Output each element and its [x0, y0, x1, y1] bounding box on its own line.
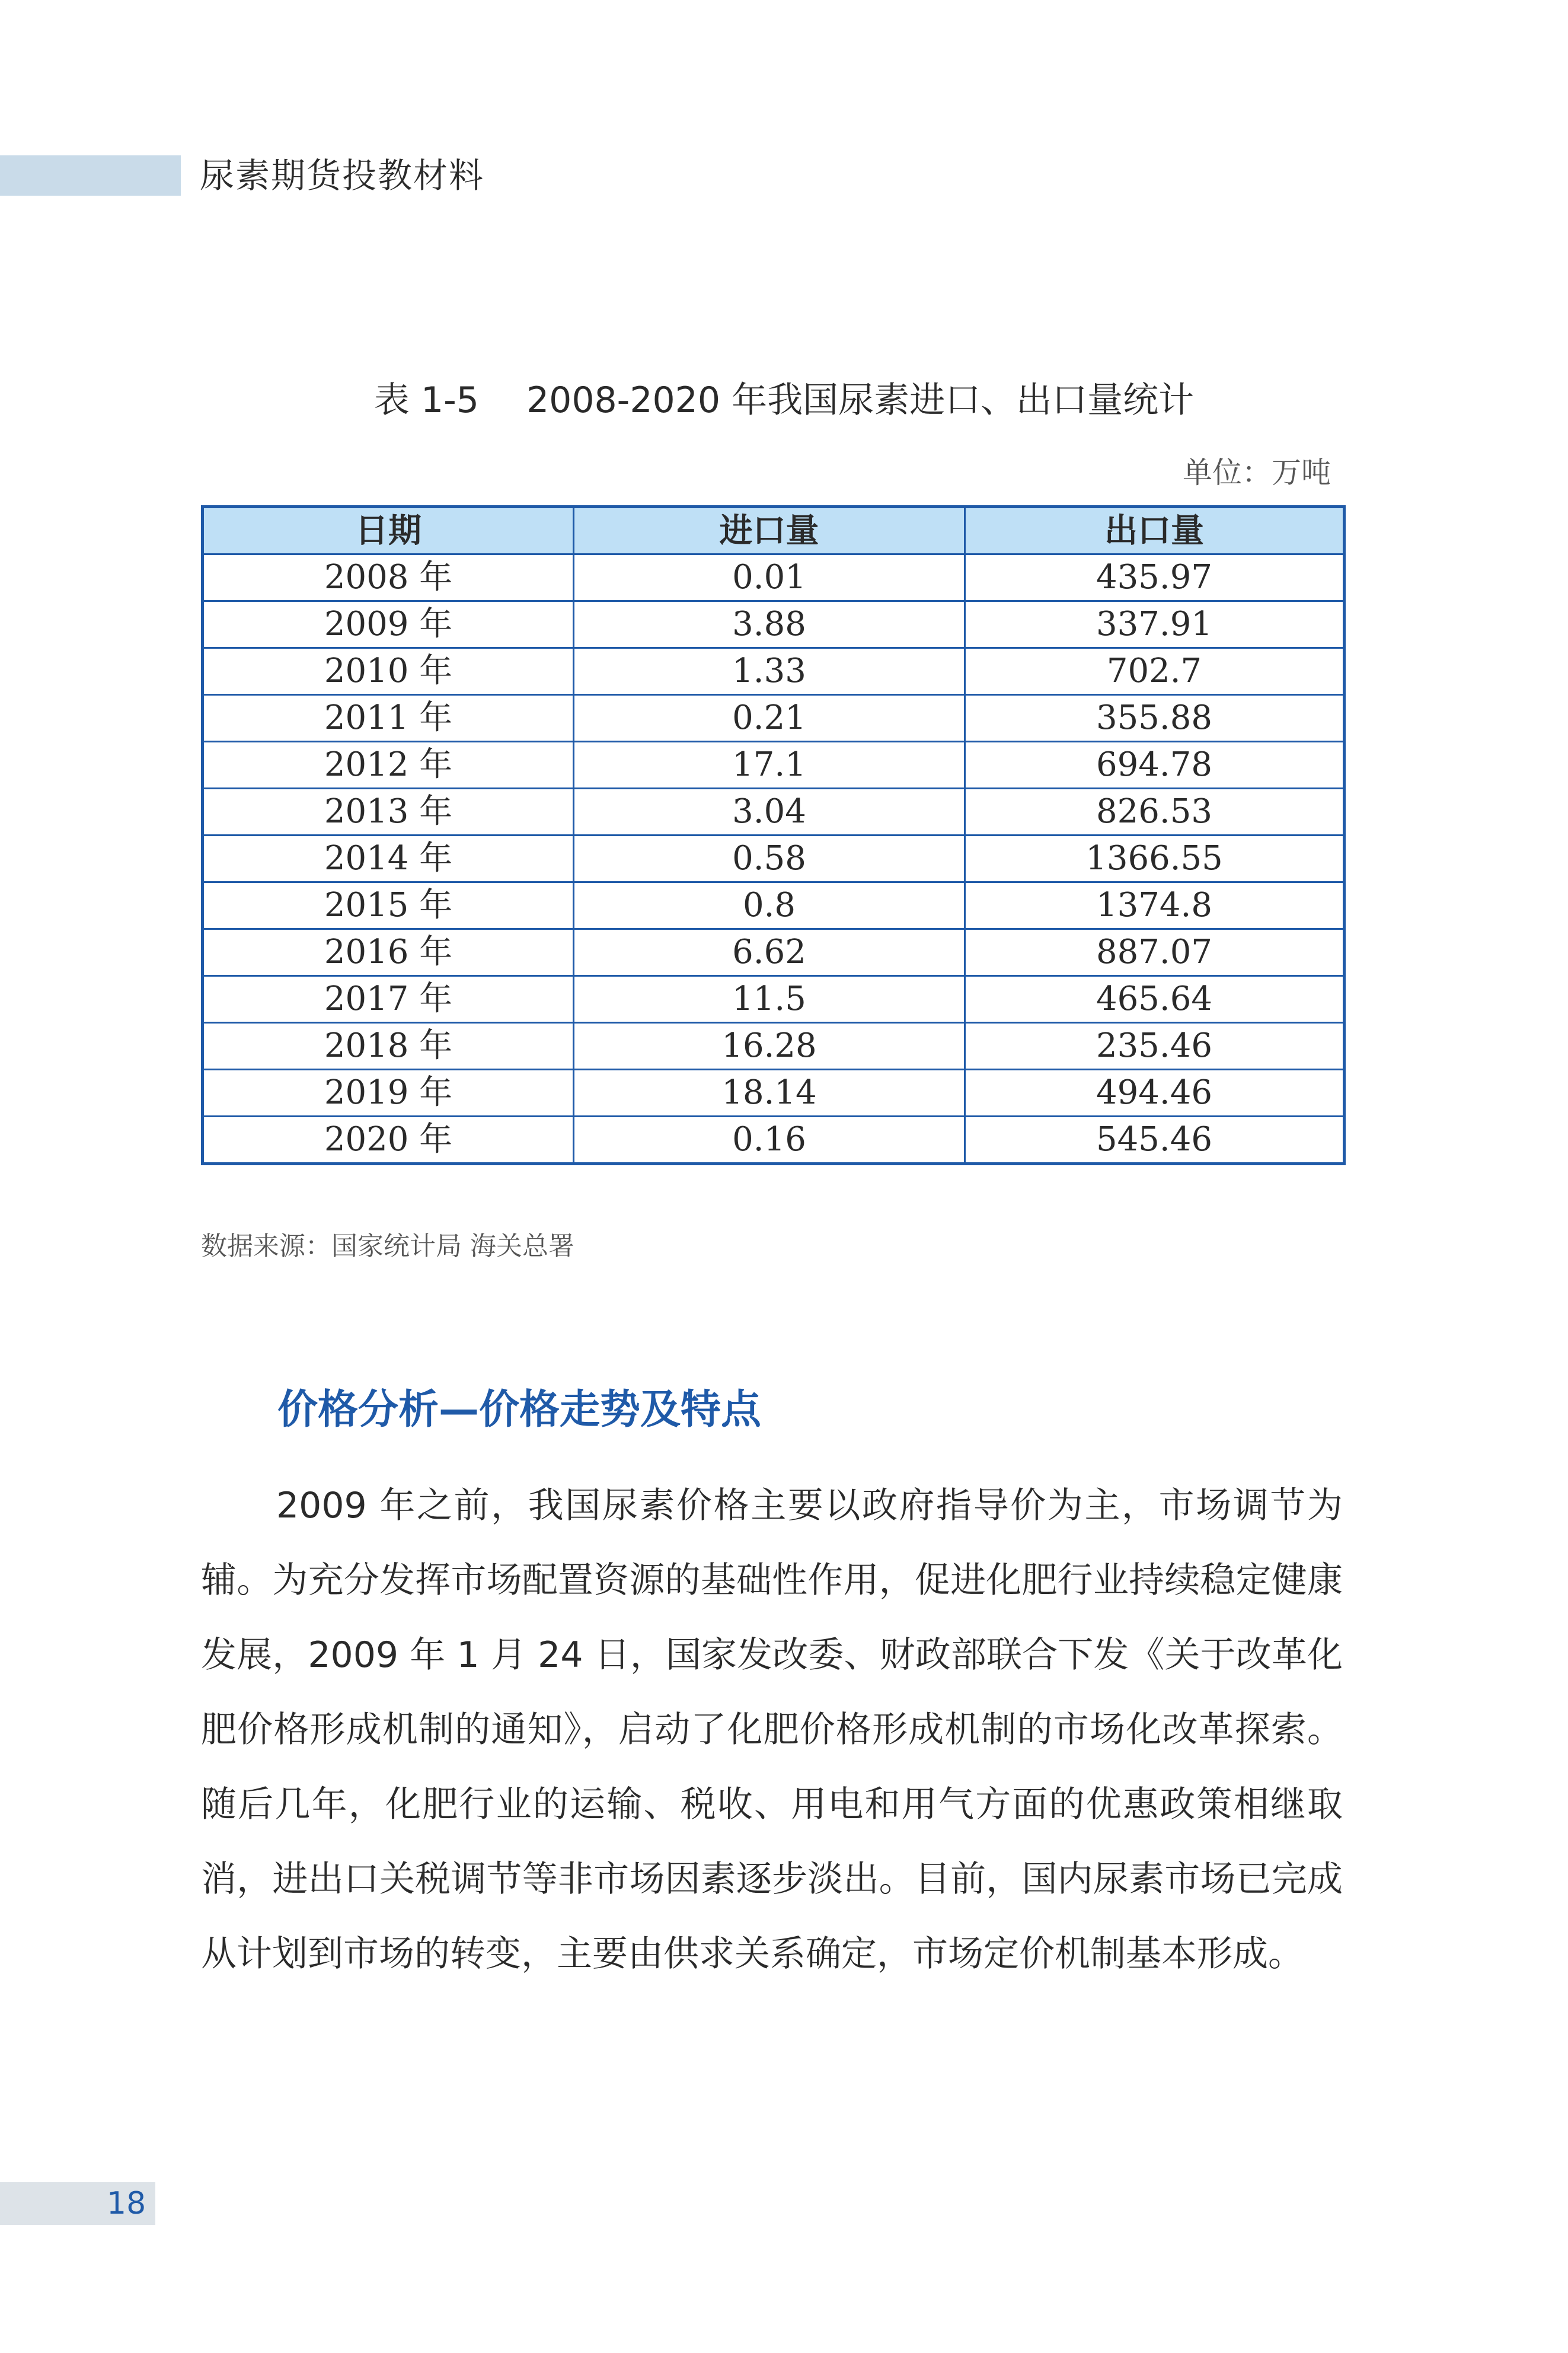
- cell-export: 887.07: [965, 929, 1345, 976]
- table-row: [203, 554, 1345, 601]
- cell-import: 16.28: [574, 1023, 965, 1070]
- cell-import: 0.58: [574, 836, 965, 882]
- cell-date: 2018 年: [203, 1023, 574, 1070]
- column-header-export: 出口量: [965, 507, 1345, 554]
- page-number: 18: [107, 2186, 146, 2221]
- table-row: [203, 836, 1345, 882]
- cell-import: 0.21: [574, 695, 965, 742]
- header-accent-bar: [0, 155, 181, 196]
- cell-date: 2013 年: [203, 789, 574, 836]
- cell-export: 702.7: [965, 648, 1345, 695]
- table-row: [203, 929, 1345, 976]
- cell-date: 2016 年: [203, 929, 574, 976]
- table-row: [203, 882, 1345, 929]
- cell-date: 2012 年: [203, 742, 574, 789]
- cell-export: 826.53: [965, 789, 1345, 836]
- running-header-title: 尿素期货投教材料: [200, 155, 485, 196]
- cell-date: 2009 年: [203, 601, 574, 648]
- table-row: [203, 1117, 1345, 1164]
- table-row: [203, 695, 1345, 742]
- cell-import: 11.5: [574, 976, 965, 1023]
- cell-date: 2015 年: [203, 882, 574, 929]
- cell-import: 1.33: [574, 648, 965, 695]
- table-header-row: [203, 507, 1345, 554]
- table-row: [203, 1070, 1345, 1117]
- table-row: [203, 976, 1345, 1023]
- cell-date: 2011 年: [203, 695, 574, 742]
- cell-export: 1366.55: [965, 836, 1345, 882]
- cell-date: 2020 年: [203, 1117, 574, 1164]
- cell-import: 6.62: [574, 929, 965, 976]
- table-caption-title: 2008-2020 年我国尿素进口、出口量统计: [526, 380, 1195, 421]
- cell-import: 18.14: [574, 1070, 965, 1117]
- cell-export: 435.97: [965, 554, 1345, 601]
- cell-export: 545.46: [965, 1117, 1345, 1164]
- column-header-date: 日期: [203, 507, 574, 554]
- table-unit-label: 单位：万吨: [1183, 455, 1331, 490]
- cell-export: 337.91: [965, 601, 1345, 648]
- cell-import: 17.1: [574, 742, 965, 789]
- column-header-import: 进口量: [574, 507, 965, 554]
- cell-export: 235.46: [965, 1023, 1345, 1070]
- import-export-table: [201, 505, 1346, 1165]
- cell-import: 0.01: [574, 554, 965, 601]
- cell-import: 3.04: [574, 789, 965, 836]
- cell-export: 465.64: [965, 976, 1345, 1023]
- cell-date: 2010 年: [203, 648, 574, 695]
- table-caption: [0, 374, 1568, 427]
- table-row: [203, 648, 1345, 695]
- table-caption-number: 表 1-5: [373, 380, 479, 421]
- table-row: [203, 601, 1345, 648]
- cell-import: 3.88: [574, 601, 965, 648]
- cell-export: 1374.8: [965, 882, 1345, 929]
- table-row: [203, 789, 1345, 836]
- table-row: [203, 742, 1345, 789]
- cell-date: 2008 年: [203, 554, 574, 601]
- cell-import: 0.8: [574, 882, 965, 929]
- cell-import: 0.16: [574, 1117, 965, 1164]
- cell-date: 2019 年: [203, 1070, 574, 1117]
- section-heading: 价格分析—价格走势及特点: [277, 1386, 762, 1433]
- cell-export: 494.46: [965, 1070, 1345, 1117]
- table-source-note: 数据来源：国家统计局 海关总署: [201, 1231, 574, 1261]
- cell-export: 694.78: [965, 742, 1345, 789]
- body-paragraph: 2009 年之前，我国尿素价格主要以政府指导价为主，市场调节为辅。为充分发挥市场配置资源的基础性作用，促进化肥行业持续稳定健康发展，2009 年 1 月 24 日，国家发改委、财政部联合下发《关于改革化肥价格形成机制的通知》，启动了化肥价格形成机制的市场化改革探索。随后几年，化肥行业的运输、税收、用电和用气方面的优惠政策相继取消，进出口关税调节等非市场因素逐步淡出。目前，国内尿素市场已完成从计划到市场的转变，主要由供求关系确定，市场定价机制基本形成。: [201, 1485, 1343, 1975]
- cell-date: 2017 年: [203, 976, 574, 1023]
- table-row: [203, 1023, 1345, 1070]
- cell-export: 355.88: [965, 695, 1345, 742]
- cell-date: 2014 年: [203, 836, 574, 882]
